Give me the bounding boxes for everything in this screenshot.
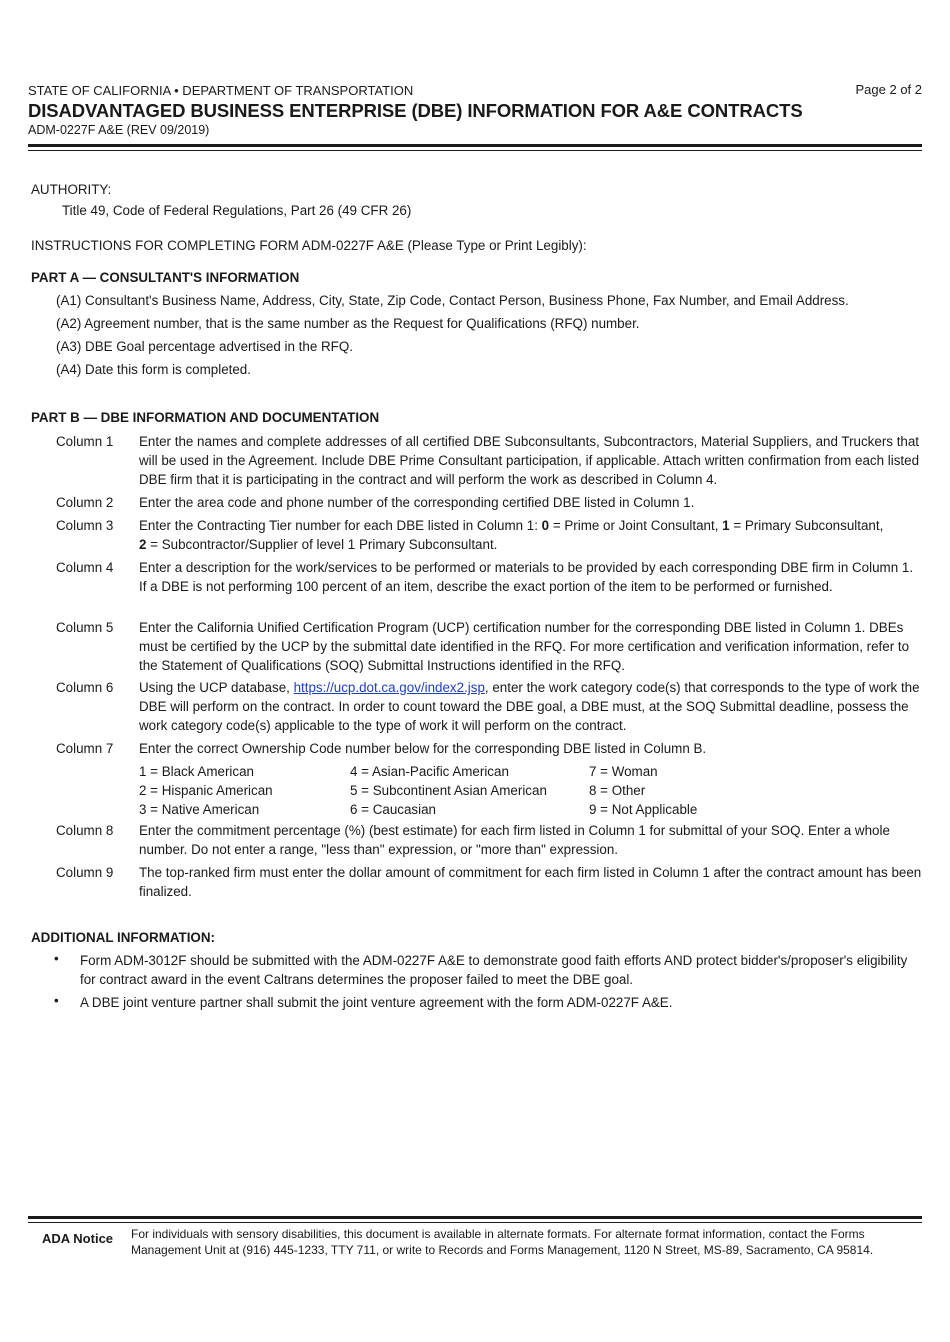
ownership-code: 7 = Woman bbox=[589, 764, 658, 779]
additional-bullet-1: Form ADM-3012F should be submitted with the ADM-0227F A&E to demonstrate good faith efforts AND protect bidder's/proposer's eligibility for contract award in the event Caltrans determines the proposer failed to meet the DBE goal. bbox=[80, 953, 908, 987]
header-rule-thick bbox=[28, 144, 922, 147]
part-a-item-a2: (A2) Agreement number, that is the same number as the Request for Qualifications (RFQ) number. bbox=[56, 316, 640, 331]
column-3-text: Enter the Contracting Tier number for each DBE listed in Column 1: 0 = Prime or Joint Consultant, 1 = Primary Subconsultant, 2 = Subcontractor/Supplier of level 1 Primary Subconsultant. bbox=[139, 518, 884, 552]
column-7-label: Column 7 bbox=[56, 741, 114, 756]
ownership-code: 8 = Other bbox=[589, 783, 646, 798]
instructions-heading: INSTRUCTIONS FOR COMPLETING FORM ADM-0227F A&E (Please Type or Print Legibly): bbox=[31, 238, 587, 253]
ucp-database-link[interactable]: https://ucp.dot.ca.gov/index2.jsp bbox=[293, 680, 485, 695]
page-title: DISADVANTAGED BUSINESS ENTERPRISE (DBE) INFORMATION FOR A&E CONTRACTS bbox=[28, 100, 803, 121]
column-4-label: Column 4 bbox=[56, 560, 114, 575]
column-8-label: Column 8 bbox=[56, 823, 114, 838]
page-number: Page 2 of 2 bbox=[855, 82, 922, 97]
additional-heading: ADDITIONAL INFORMATION: bbox=[31, 930, 215, 945]
ownership-code: 1 = Black American bbox=[139, 764, 254, 779]
ownership-code: 5 = Subcontinent Asian American bbox=[350, 783, 547, 798]
column-5-label: Column 5 bbox=[56, 620, 114, 635]
ada-notice-label: ADA Notice bbox=[42, 1231, 114, 1246]
footer-rule-thin bbox=[28, 1222, 922, 1223]
column-1-text: Enter the names and complete addresses of all certified DBE Subconsultants, Subcontractors, Material Suppliers, and Truckers that will be used in the Agreement. Include DBE Prime Consultant participation, if applicable. Attach written confirmation from each listed DBE firm that it is participating in the contract and will perform the work as described in Column 4. bbox=[139, 434, 920, 487]
column-8-text: Enter the commitment percentage (%) (best estimate) for each firm listed in Column 1 for submittal of your SOQ. Enter a whole number. Do not enter a range, "less than" expression, or "more than" expression. bbox=[139, 823, 890, 857]
column-5-text: Enter the California Unified Certification Program (UCP) certification number for the corresponding DBE listed in Column 1. DBEs must be certified by the UCP by the submittal date identified in the RFQ. For more certification and verification information, refer to the Statement of Qualifications (SOQ) Submittal Instructions identified in the RFQ. bbox=[139, 620, 910, 673]
part-b-heading: PART B — DBE INFORMATION AND DOCUMENTATION bbox=[31, 410, 380, 425]
column-2-text: Enter the area code and phone number of the corresponding certified DBE listed in Column 1. bbox=[139, 495, 695, 510]
column-6-text: Using the UCP database, https://ucp.dot.ca.gov/index2.jsp, enter the work category code(s) that corresponds to the type of work the DBE will perform on the contract. In order to count toward the DBE goal, a DBE must, at the SOQ Submittal deadline, possess the work category code(s) applicable to the type of work it will perform on the contract. bbox=[139, 680, 920, 733]
authority-text: Title 49, Code of Federal Regulations, Part 26 (49 CFR 26) bbox=[62, 203, 412, 218]
ownership-code: 3 = Native American bbox=[139, 802, 260, 817]
bullet-icon: • bbox=[54, 993, 59, 1008]
ownership-code: 2 = Hispanic American bbox=[139, 783, 273, 798]
bullet-icon: • bbox=[54, 951, 59, 966]
column-6-label: Column 6 bbox=[56, 680, 114, 695]
column-2-label: Column 2 bbox=[56, 495, 114, 510]
part-a-heading: PART A — CONSULTANT'S INFORMATION bbox=[31, 270, 300, 285]
part-a-item-a4: (A4) Date this form is completed. bbox=[56, 362, 251, 377]
column-9-text: The top-ranked firm must enter the dollar amount of commitment for each firm listed in Column 1 after the contract amount has been finalized. bbox=[139, 865, 922, 899]
footer-rule-thick bbox=[28, 1216, 922, 1219]
additional-bullet-2: A DBE joint venture partner shall submit the joint venture agreement with the form ADM-0227F A&E. bbox=[80, 995, 673, 1010]
part-a-item-a1: (A1) Consultant's Business Name, Address, City, State, Zip Code, Contact Person, Business Phone, Fax Number, and Email Address. bbox=[56, 293, 849, 308]
column-3-label: Column 3 bbox=[56, 518, 114, 533]
part-a-item-a3: (A3) DBE Goal percentage advertised in the RFQ. bbox=[56, 339, 353, 354]
column-1-label: Column 1 bbox=[56, 434, 114, 449]
form-id: ADM-0227F A&E (REV 09/2019) bbox=[28, 123, 210, 137]
ownership-code: 4 = Asian-Pacific American bbox=[350, 764, 509, 779]
ownership-code: 9 = Not Applicable bbox=[589, 802, 698, 817]
header-rule-thin bbox=[28, 150, 922, 151]
authority-label: AUTHORITY: bbox=[31, 182, 112, 197]
column-4-text: Enter a description for the work/services to be performed or materials to be provided by each corresponding DBE firm in Column 1. If a DBE is not performing 100 percent of an item, describe the exact portion of the item to be performed or furnished. bbox=[139, 560, 914, 594]
agency-line: STATE OF CALIFORNIA • DEPARTMENT OF TRANSPORTATION bbox=[28, 83, 414, 98]
column-7-text: Enter the correct Ownership Code number below for the corresponding DBE listed in Column B. bbox=[139, 741, 707, 756]
ownership-code: 6 = Caucasian bbox=[350, 802, 436, 817]
column-9-label: Column 9 bbox=[56, 865, 114, 880]
ada-notice-text: For individuals with sensory disabilities, this document is available in alternate formats. For alternate format information, contact the Forms Management Unit at (916) 445-1233, TTY 711, or write to Records and Forms Management, 1120 N Street, MS-89, Sacramento, CA 95814. bbox=[131, 1227, 874, 1257]
